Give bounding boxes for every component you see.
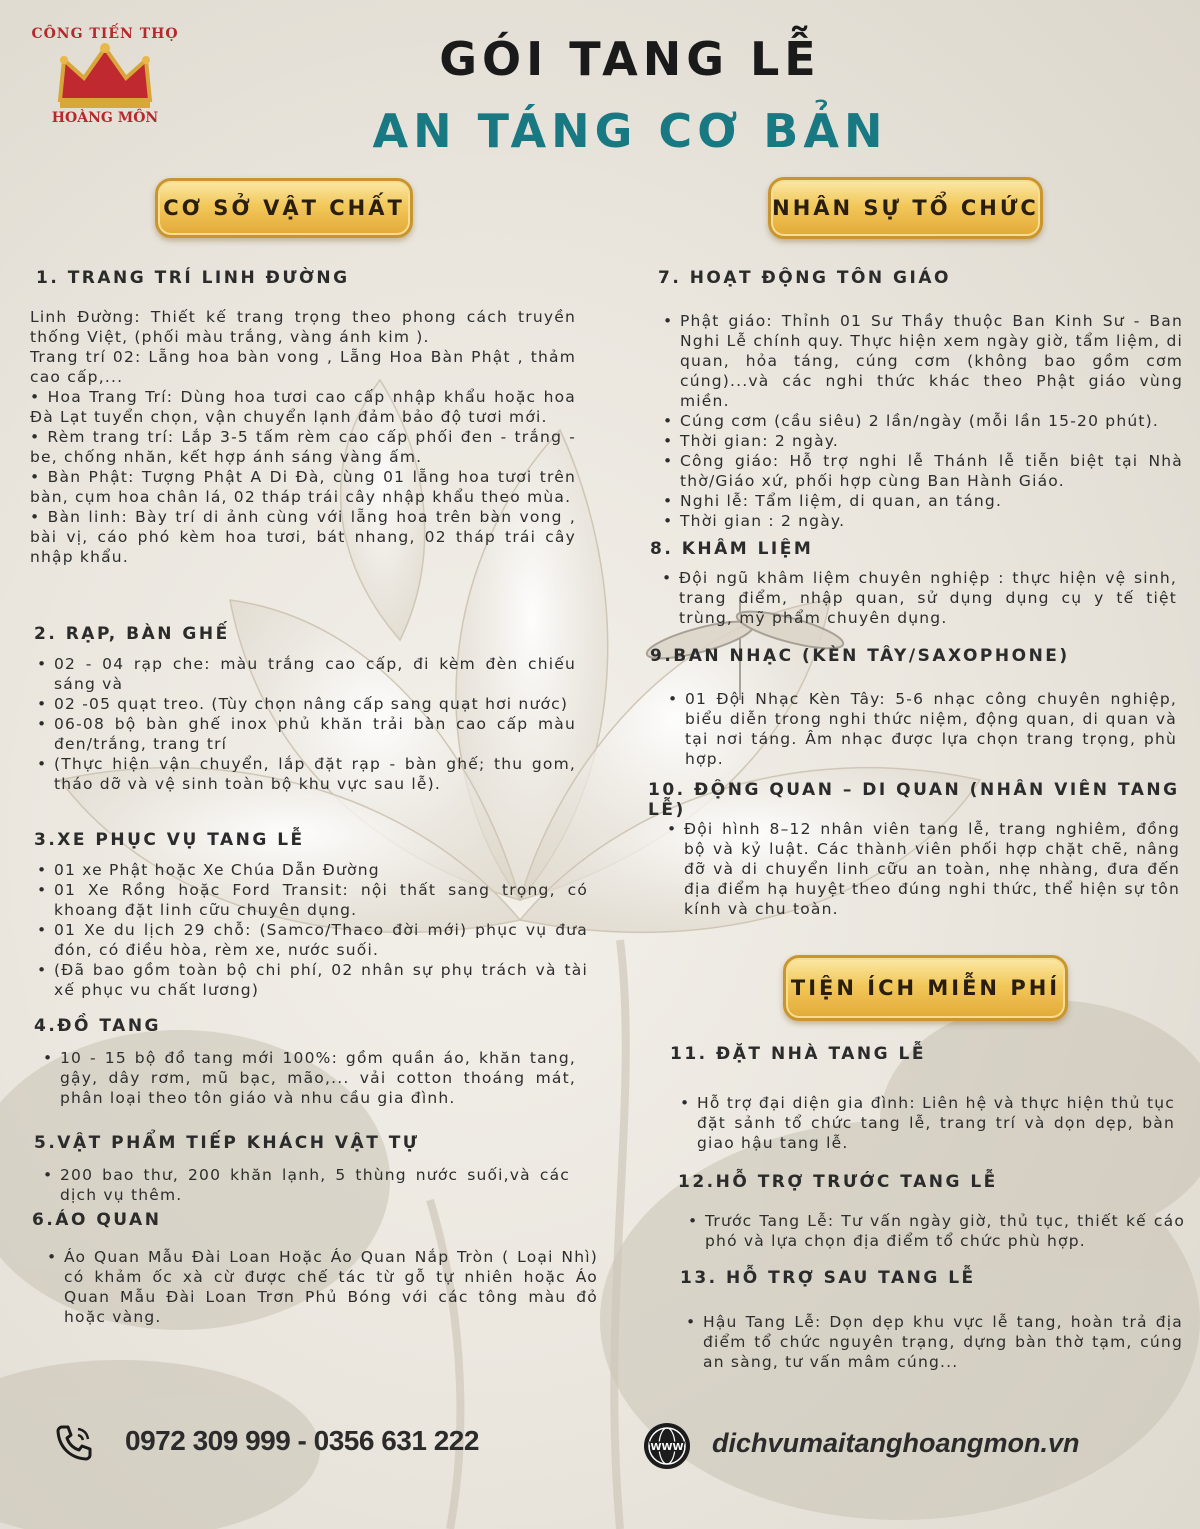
list-item: • Đội ngũ khâm liệm chuyên nghiệp : thực hiện vệ sinh, trang điểm, nhập quan, sử dụng dụng cụ y tế tiệt trùng, mỹ phẩm chuyên dụng. bbox=[659, 568, 1177, 628]
paragraph: • Bàn linh: Bày trí di ảnh cùng với lẵng hoa trên bàn vong , bài vị, cáo phó kèm hoa tươi, bát nhang, 02 tháp trái cây nhập khẩu. bbox=[30, 508, 576, 566]
website-link[interactable]: dichvumaitanghoangmon.vn bbox=[712, 1428, 1080, 1458]
list-item: • Áo Quan Mẫu Đài Loan Hoặc Áo Quan Nắp Tròn ( Loại Nhì) có khảm ốc xà cừ được chế tác từ gỗ tự nhiên hoặc Áo Quan Mẫu Đài Loan Trơn Phủ Bóng với các tông màu đỏ hoặc vàng. bbox=[44, 1247, 598, 1327]
section-heading-4: 4.ĐỒ TANG bbox=[34, 1016, 162, 1036]
badge-staff: NHÂN SỰ TỔ CHỨC bbox=[768, 177, 1043, 239]
section-heading-1: 1. TRANG TRÍ LINH ĐƯỜNG bbox=[36, 268, 350, 288]
section-list-10 bbox=[664, 819, 1180, 919]
section-list-4 bbox=[40, 1048, 576, 1108]
list-item: • Thời gian : 2 ngày. bbox=[660, 511, 1183, 531]
list-item: • 10 - 15 bộ đồ tang mới 100%: gồm quần áo, khăn tang, gậy, dây rơm, mũ bạc, mão,... vải cotton thoáng mát, phân loại theo tôn giáo và nhu cầu gia đình. bbox=[40, 1048, 576, 1108]
section-list-13 bbox=[683, 1312, 1183, 1372]
section-heading-8: 8. KHÂM LIỆM bbox=[650, 539, 814, 559]
list-item: • Đội hình 8–12 nhân viên tang lễ, trang nghiêm, đồng bộ và kỷ luật. Các thành viên phối hợp chặt chẽ, nâng đỡ và di chuyển linh cữu an toàn, nhẹ nhàng, đưa đến địa điểm hạ huyệt theo đúng nghi thức, thể hiện sự tôn kính và chu toàn. bbox=[664, 819, 1180, 919]
list-item: • (Đã bao gồm toàn bộ chi phí, 02 nhân sự phụ trách và tài xế phục vu chất lương) bbox=[34, 960, 588, 1000]
section-heading-12: 12.HỖ TRỢ TRƯỚC TANG LỄ bbox=[678, 1172, 998, 1192]
paragraph: • Bàn Phật: Tượng Phật A Di Đà, cùng 01 lẵng hoa tươi trên bàn, cụm hoa chân lá, 02 tháp trái cây nhập khẩu theo mùa. bbox=[30, 468, 576, 506]
list-item: • 06-08 bộ bàn ghế inox phủ khăn trải bàn cao cấp màu đen/trắng, trang trí bbox=[34, 714, 576, 754]
paragraph: • Hoa Trang Trí: Dùng hoa tươi cao cấp nhập khẩu hoặc hoa Đà Lạt tuyển chọn, vận chuyển lạnh đảm bảo độ tươi mới. bbox=[30, 388, 576, 426]
list-item: • (Thực hiện vận chuyển, lắp đặt rạp - bàn ghế; thu gom, tháo dỡ và vệ sinh toàn bộ khu vực sau lễ). bbox=[34, 754, 576, 794]
section-list-6 bbox=[44, 1247, 598, 1327]
paragraph: Linh Đường: Thiết kế trang trọng theo phong cách truyền thống Việt, (phối màu trắng, vàng ánh kim ). bbox=[30, 308, 576, 346]
list-item: • 200 bao thư, 200 khăn lạnh, 5 thùng nước suối,và các dịch vụ thêm. bbox=[40, 1165, 570, 1205]
section-heading-5: 5.VẬT PHẨM TIẾP KHÁCH VẬT TỰ bbox=[34, 1133, 420, 1153]
list-item: • Cúng cơm (cầu siêu) 2 lần/ngày (mỗi lần 15-20 phút). bbox=[660, 411, 1183, 431]
phone-icon bbox=[52, 1421, 96, 1465]
list-item: • 02 -05 quạt treo. (Tùy chọn nâng cấp sang quạt hơi nước) bbox=[34, 694, 576, 714]
phone-numbers[interactable]: 0972 309 999 - 0356 631 222 bbox=[125, 1425, 479, 1456]
section-list-12 bbox=[685, 1211, 1185, 1251]
globe-icon bbox=[642, 1421, 692, 1471]
section-heading-10: 10. ĐỘNG QUAN – DI QUAN (NHÂN VIÊN TANG LỄ) bbox=[648, 780, 1180, 820]
section-heading-6: 6.ÁO QUAN bbox=[32, 1210, 162, 1230]
list-item: • Phật giáo: Thỉnh 01 Sư Thầy thuộc Ban Kinh Sư - Ban Nghi Lễ chính quy. Thực hiện xem ngày giờ, tẩm liệm, di quan, hỏa táng, cúng cơm (không bao gồm cơm cúng)...và các nghi thức khác theo Phật giáo vùng miền. bbox=[660, 311, 1183, 411]
section-list-11 bbox=[677, 1093, 1175, 1153]
section-list-3 bbox=[34, 860, 588, 1000]
page-title: GÓI TANG LỄ bbox=[439, 32, 821, 86]
section-heading-11: 11. ĐẶT NHÀ TANG LỄ bbox=[670, 1044, 926, 1064]
list-item: • Công giáo: Hỗ trợ nghi lễ Thánh lễ tiễn biệt tại Nhà thờ/Giáo xứ, phối hợp cùng Ban Hành Giáo. bbox=[660, 451, 1183, 491]
section-heading-2: 2. RẠP, BÀN GHẾ bbox=[34, 624, 230, 644]
badge-facilities: CƠ SỞ VẬT CHẤT bbox=[155, 178, 413, 238]
crown-icon bbox=[50, 40, 160, 112]
list-item: • 01 Xe Rồng hoặc Ford Transit: nội thất sang trọng, có khoang đặt linh cữu chuyên dụng. bbox=[34, 880, 588, 920]
section-list-5 bbox=[40, 1165, 570, 1205]
section-list-9 bbox=[665, 689, 1177, 769]
logo-bottom-text: HOÀNG MÔN bbox=[51, 110, 159, 126]
brand-logo bbox=[30, 18, 180, 148]
paragraph: • Rèm trang trí: Lắp 3-5 tấm rèm cao cấp phối đen - trắng - be, chống nhăn, kết hợp ánh sáng vàng ấm. bbox=[30, 428, 576, 466]
section-heading-3: 3.XE PHỤC VỤ TANG LỄ bbox=[34, 830, 305, 850]
list-item: • Hậu Tang Lễ: Dọn dẹp khu vực lễ tang, hoàn trả địa điểm tổ chức nguyên trạng, dựng bàn thờ tạm, cúng an sàng, tư vấn mâm cúng... bbox=[683, 1312, 1183, 1372]
list-item: • 02 - 04 rạp che: màu trắng cao cấp, đi kèm đèn chiếu sáng và bbox=[34, 654, 576, 694]
section-heading-9: 9.BAN NHẠC (KÈN TÂY/SAXOPHONE) bbox=[650, 646, 1070, 666]
list-item: • Hỗ trợ đại diện gia đình: Liên hệ và thực hiện thủ tục đặt sảnh tổ chức tang lễ, trang trí và dọn dẹp, bàn giao hậu tang lễ. bbox=[677, 1093, 1175, 1153]
paragraph: Trang trí 02: Lẵng hoa bàn vong , Lẵng Hoa Bàn Phật , thảm cao cấp,... bbox=[30, 348, 576, 386]
page-subtitle: AN TÁNG CƠ BẢN bbox=[372, 104, 888, 158]
section-body-1 bbox=[30, 307, 576, 567]
section-heading-7: 7. HOẠT ĐỘNG TÔN GIÁO bbox=[658, 268, 951, 288]
list-item: • 01 Đội Nhạc Kèn Tây: 5-6 nhạc công chuyên nghiệp, biểu diễn trong nghi thức niệm, động quan, di quan và tại nơi táng. Âm nhạc được lựa chọn trang trọng, phù hợp. bbox=[665, 689, 1177, 769]
list-item: • 01 Xe du lịch 29 chỗ: (Samco/Thaco đời mới) phục vụ đưa đón, có điều hòa, rèm xe, nước suối. bbox=[34, 920, 588, 960]
list-item: • 01 xe Phật hoặc Xe Chúa Dẫn Đường bbox=[34, 860, 588, 880]
logo-top-text: CÔNG TIẾN THỌ bbox=[31, 26, 179, 42]
list-item: • Trước Tang Lễ: Tư vấn ngày giờ, thủ tục, thiết kế cáo phó và lựa chọn địa điểm tổ chức phù hợp. bbox=[685, 1211, 1185, 1251]
www-label: WWW bbox=[650, 1442, 684, 1453]
list-item: • Nghi lễ: Tẩm liệm, di quan, an táng. bbox=[660, 491, 1183, 511]
badge-free-services: TIỆN ÍCH MIỄN PHÍ bbox=[783, 955, 1068, 1021]
section-heading-13: 13. HỖ TRỢ SAU TANG LỄ bbox=[680, 1268, 976, 1288]
section-list-8 bbox=[659, 568, 1177, 628]
list-item: • Thời gian: 2 ngày. bbox=[660, 431, 1183, 451]
section-list-7 bbox=[660, 311, 1183, 531]
section-list-2 bbox=[34, 654, 576, 794]
